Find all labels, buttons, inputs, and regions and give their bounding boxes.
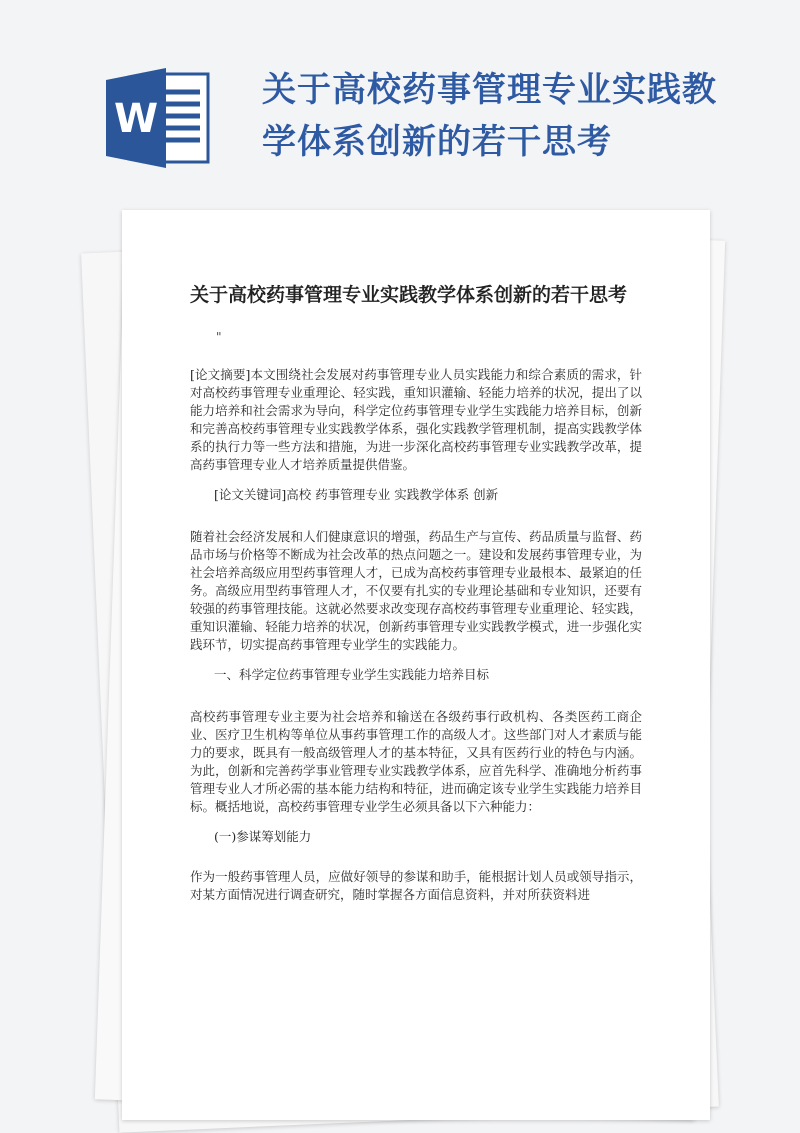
section-heading: 一、科学定位药事管理专业学生实践能力培养目标 — [214, 667, 490, 682]
page-header-title: 关于高校药事管理专业实践教学体系创新的若干思考 — [262, 70, 717, 162]
document-title: 关于高校药事管理专业实践教学体系创新的若干思考 — [190, 284, 628, 306]
subsection-heading: (一)参谋筹划能力 — [214, 829, 312, 844]
stray-mark: " — [216, 330, 222, 344]
body-paragraph: 随着社会经济发展和人们健康意识的增强，药品生产与宣传、药品质量与监督、药品市场与价格等不断成为社会改革的热点问题之一。建设和发展药事管理专业，为社会培养高级应用型药事管理人才，已成为高校药事管理专业最根本、最紧迫的任务。高级应用型药事管理人才，不仅要有扎实的专业理论基础和专业知识，还要有较强的药事管理技能。这就必然要求改变现存高校药事管理专业重理论、轻实践，重知识灌输、轻能力培养的状况，创新药事管理专业实践教学模式，进一步强化实践环节，切实提高药事管理专业学生的实践能力。 — [190, 529, 642, 652]
word-logo-letter: W — [113, 96, 159, 142]
abstract-paragraph: [论文摘要]本文围绕社会发展对药事管理专业人员实践能力和综合素质的需求，针对高校药事管理专业重理论、轻实践，重知识灌输、轻能力培养的状况，提出了以能力培养和社会需求为导向，科学定位药事管理专业学生实践能力培养目标，创新和完善高校药事管理专业实践教学体系，强化实践教学管理机制，提高实践教学体系的执行力等一些方法和措施，为进一步深化高校药事管理专业实践教学改革，提高药事管理专业人才培养质量提供借鉴。 — [190, 367, 642, 472]
keywords-line: [论文关键词]高校 药事管理专业 实践教学体系 创新 — [214, 487, 499, 502]
body-paragraph: 作为一般药事管理人员，应做好领导的参谋和助手，能根据计划人员或领导指示，对某方面情况进行调查研究，随时掌握各方面信息资料，并对所获资料进 — [190, 869, 642, 902]
body-paragraph: 高校药事管理专业主要为社会培养和输送在各级药事行政机构、各类医药工商企业、医疗卫生机构等单位从事药事管理工作的高级人才。这些部门对人才素质与能力的要求，既具有一般高级管理人才的基本特征，又具有医药行业的特色与内涵。为此，创新和完善药学事业管理专业实践教学体系，应首先科学、准确地分析药事管理专业人才所必需的基本能力结构和特征，进而确定该专业学生实践能力培养目标。概括地说，高校药事管理专业学生必须具备以下六种能力： — [190, 709, 642, 814]
document-content — [190, 280, 642, 904]
